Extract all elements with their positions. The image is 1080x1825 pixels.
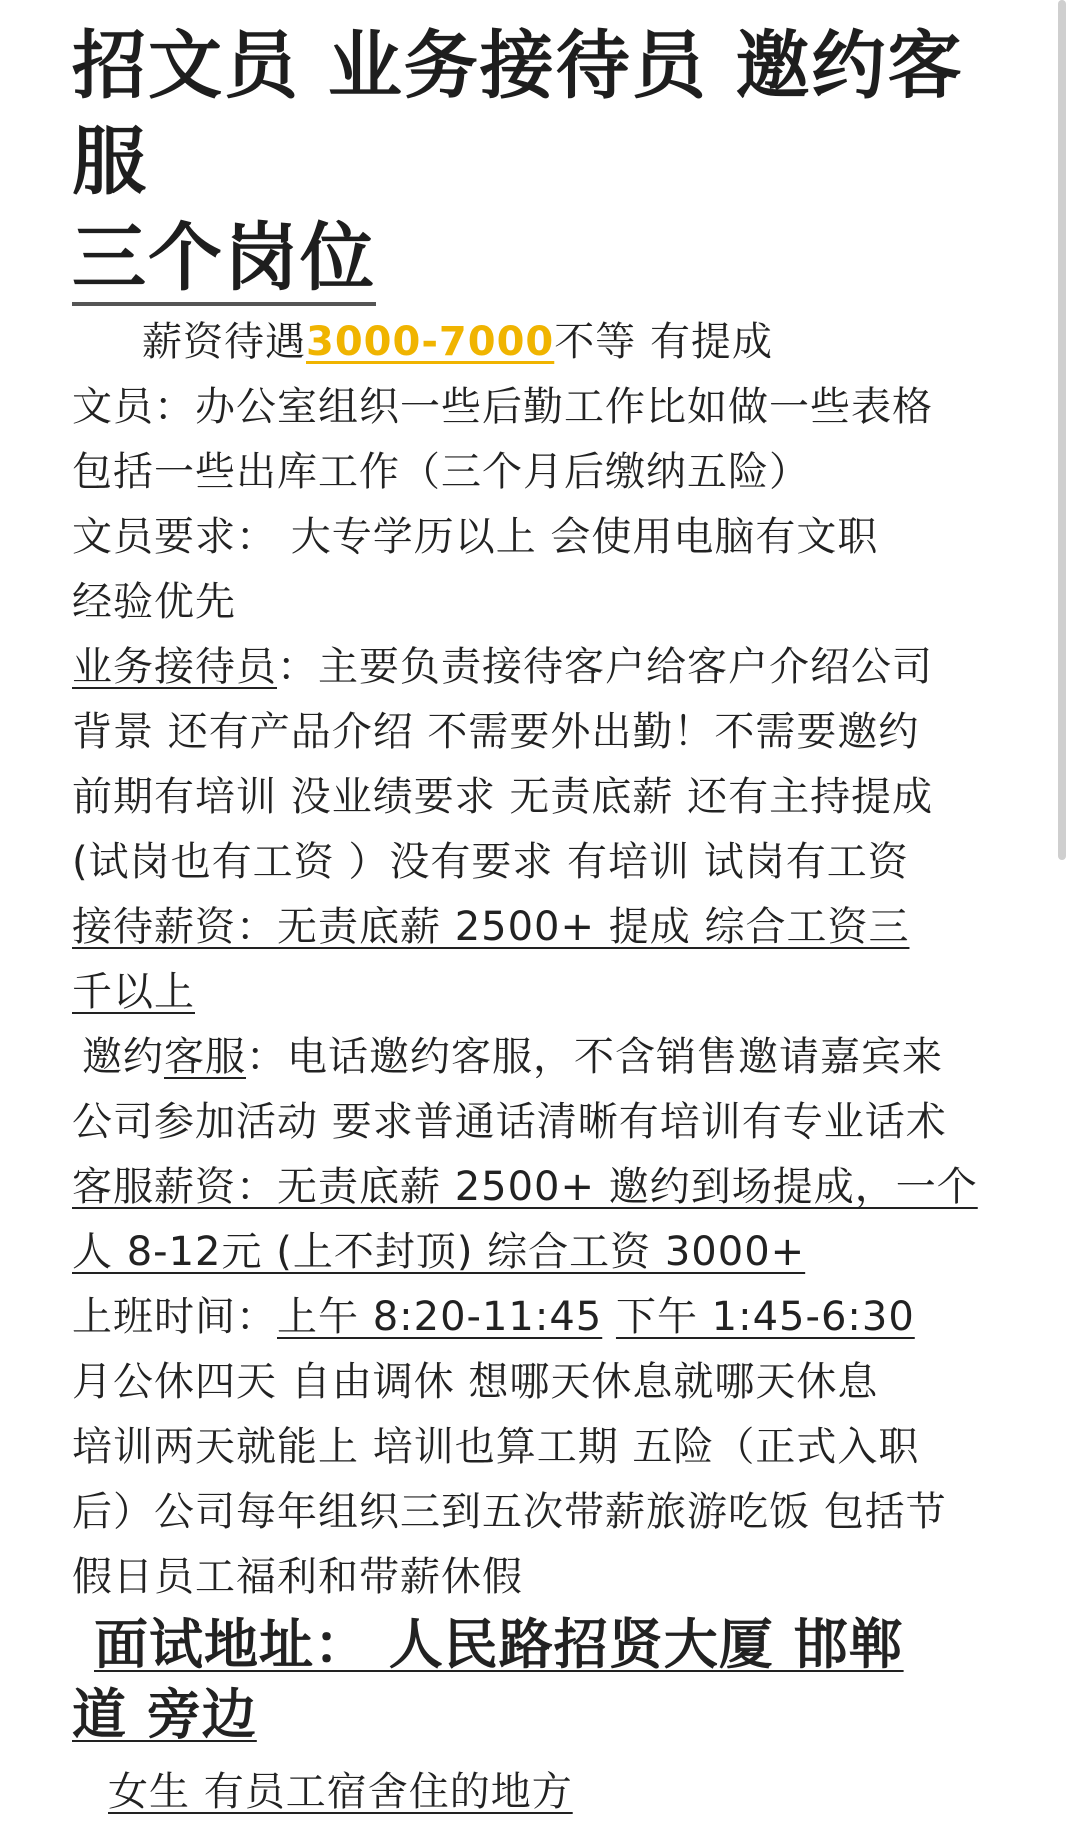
schedule-line-1: [72, 1285, 1012, 1350]
service-line-1: [72, 1025, 1012, 1090]
schedule-morning: 上午 8:20-11:45: [277, 1294, 603, 1340]
schedule-line-4: 后）公司每年组织三到五次带薪旅游吃饭 包括节: [72, 1489, 947, 1535]
scrollbar[interactable]: [1058, 0, 1066, 860]
interview-address-line-2: [72, 1680, 1012, 1750]
reception-label: 业务接待员: [72, 644, 277, 690]
schedule-afternoon: 下午 1:45-6:30: [615, 1294, 915, 1340]
salary-prefix: 薪资待遇: [142, 319, 306, 365]
dorm-line: [72, 1760, 1012, 1825]
service-salary-text-2: 人 8-12元 (上不封顶) 综合工资 3000+: [72, 1229, 806, 1275]
interview-address-text-1: 面试地址： 人民路招贤大厦 邯郸: [94, 1613, 904, 1676]
clerk-requirement-line-1: 文员要求： 大专学历以上 会使用电脑有文职: [72, 514, 879, 560]
clerk-duty-line-1: 文员：办公室组织一些后勤工作比如做一些表格: [72, 384, 933, 430]
service-salary-line-2: [72, 1220, 1012, 1285]
salary-range-highlight: 3000-7000: [306, 319, 555, 365]
title-line-1: 招文员 业务接待员 邀约客服: [72, 23, 964, 205]
schedule-label: 上班时间：: [72, 1294, 277, 1340]
clerk-requirement-line-2: 经验优先: [72, 579, 236, 625]
reception-line-4: (试岗也有工资 ）没有要求 有培训 试岗有工资: [72, 839, 909, 885]
schedule-line-5: 假日员工福利和带薪休假: [72, 1554, 523, 1600]
reception-line-2: 背景 还有产品介绍 不需要外出勤！不需要邀约: [72, 709, 920, 755]
spacer: [72, 1750, 1012, 1760]
salary-suffix: 不等 有提成: [554, 319, 773, 365]
salary-range-line: [72, 310, 1012, 375]
job-posting: [72, 18, 1012, 1825]
reception-line-3: 前期有培训 没业绩要求 无责底薪 还有主持提成: [72, 774, 934, 820]
reception-salary-text-2: 千以上: [72, 969, 195, 1015]
title-line-2: 三个岗位: [72, 214, 376, 306]
service-salary-line-1: [72, 1155, 1012, 1220]
posting-title: [72, 18, 1012, 306]
reception-line-1-rest: ：主要负责接待客户给客户介绍公司: [277, 644, 933, 690]
dorm-text: 女生 有员工宿舍住的地方: [108, 1769, 573, 1815]
clerk-duty-line-2: 包括一些出库工作（三个月后缴纳五险）: [72, 449, 810, 495]
reception-salary-line-2: [72, 960, 1012, 1025]
interview-address-text-2: 道 旁边: [72, 1683, 257, 1746]
schedule-line-3: 培训两天就能上 培训也算工期 五险（正式入职: [72, 1424, 920, 1470]
service-line-1-rest: ：电话邀约客服，不含销售邀请嘉宾来: [246, 1034, 943, 1080]
service-line-2: 公司参加活动 要求普通话清晰有培训有专业话术: [72, 1099, 947, 1145]
service-label: 客服: [164, 1034, 246, 1080]
reception-salary-text-1: 接待薪资：无责底薪 2500+ 提成 综合工资三: [72, 904, 910, 950]
service-salary-text-1: 客服薪资：无责底薪 2500+ 邀约到场提成，一个: [72, 1164, 978, 1210]
reception-line-1: [72, 635, 1012, 700]
service-prefix: 邀约: [82, 1034, 164, 1080]
interview-address-line-1: [72, 1610, 1012, 1680]
schedule-line-2: 月公休四天 自由调休 想哪天休息就哪天休息: [72, 1359, 879, 1405]
reception-salary-line-1: [72, 895, 1012, 960]
